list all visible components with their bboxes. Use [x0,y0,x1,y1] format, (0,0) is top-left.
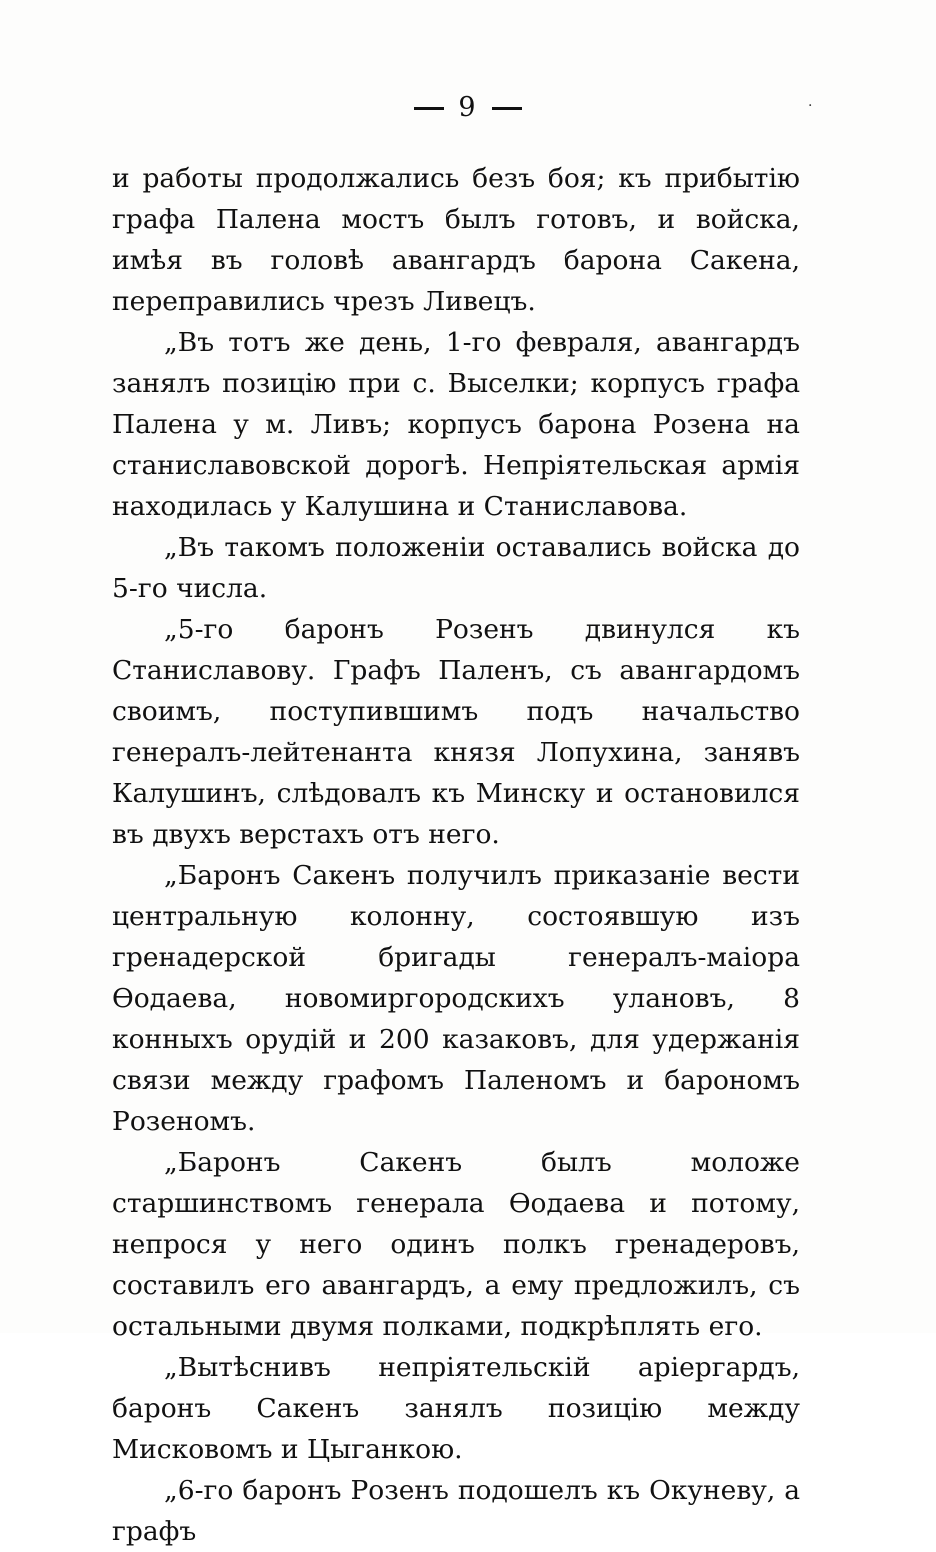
page-number: 9 [458,92,478,123]
paragraph: „Баронъ Сакенъ былъ моложе старшинствомъ генерала Өодаева и потому, непрося у него одинъ полкъ гренадеровъ, составилъ его авангардъ, а ему предложилъ, съ остальными двумя полками, подкрѣплять его. [112,1147,800,1342]
paragraph: „Баронъ Сакенъ получилъ приказаніе вести центральную колонну, состоявшую изъ гренадерской бригады генералъ-маіора Өодаева, новомиргородскихъ улановъ, 8 конныхъ орудій и 200 казаковъ, для удержанія связи между графомъ Паленомъ и барономъ Розеномъ. [112,860,800,1137]
paragraph: „6-го баронъ Розенъ подошелъ къ Окуневу, а графъ [112,1475,800,1547]
paragraph: „Вытѣснивъ непріятельскій аріергардъ, баронъ Сакенъ занялъ позицію между Мисковомъ и Цыганкою. [112,1352,800,1465]
paragraph: „Въ такомъ положеніи оставались войска до 5-го числа. [112,532,800,604]
header-dash-left [414,107,444,110]
paragraph: и работы продолжались безъ боя; къ прибытію графа Палена мостъ былъ готовъ, и войска, имѣя въ головѣ авангардъ барона Сакена, переправились чрезъ Ливецъ. [112,163,800,317]
header-dash-right [492,107,522,110]
paragraph: „Въ тотъ же день, 1-го февраля, авангардъ занялъ позицію при с. Выселки; корпусъ графа Палена у м. Ливъ; корпусъ барона Розена на станиславовской дорогѣ. Непріятельская армія находилась у Калушина и Станиславова. [112,327,800,522]
page-header [0,92,936,123]
print-speck: · [808,98,813,114]
body-text [112,158,800,1552]
paragraph: „5-го баронъ Розенъ двинулся къ Станиславову. Графъ Паленъ, съ авангардомъ своимъ, поступившимъ подъ начальство генералъ-лейтенанта князя Лопухина, занявъ Калушинъ, слѣдовалъ къ Минску и остановился въ двухъ верстахъ отъ него. [112,614,800,850]
